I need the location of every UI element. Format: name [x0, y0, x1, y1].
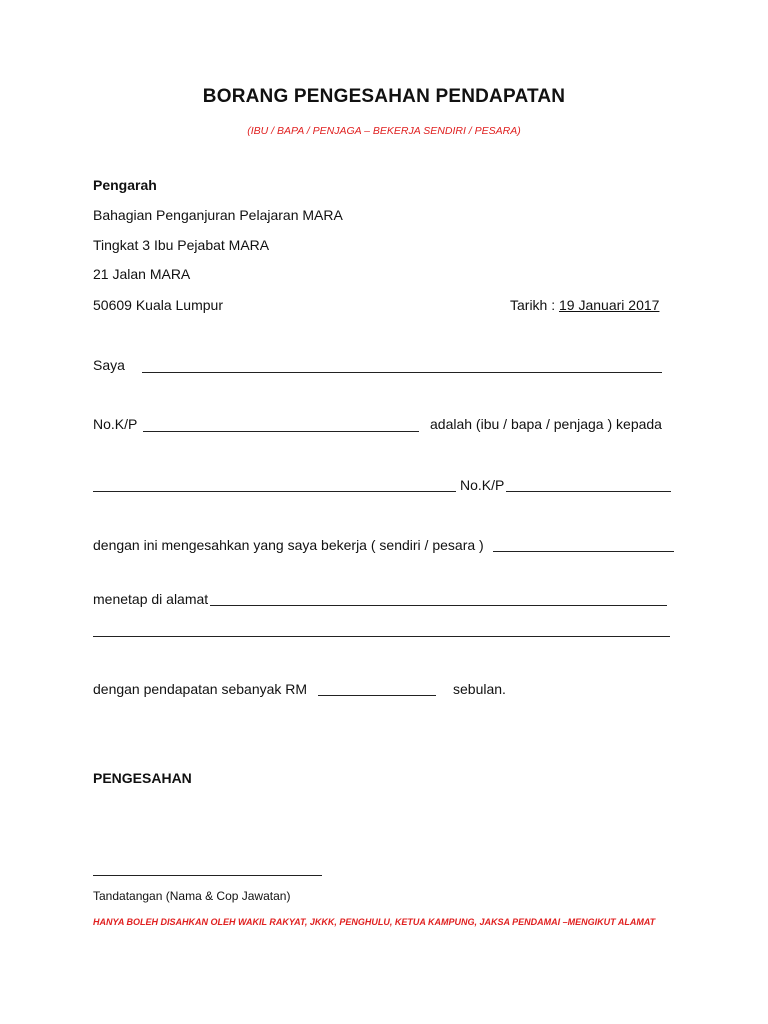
date-label: Tarikh : — [510, 297, 560, 313]
verification-heading: PENGESAHAN — [93, 770, 192, 786]
saya-label: Saya — [93, 357, 125, 373]
form-title: BORANG PENGESAHAN PENDAPATAN — [202, 86, 566, 107]
address-line-1: Bahagian Penganjuran Pelajaran MARA — [93, 207, 343, 223]
recipient-title: Pengarah — [93, 177, 157, 193]
address-line-4: 50609 Kuala Lumpur — [93, 297, 223, 313]
date-value: 19 Januari 2017 — [559, 297, 660, 313]
income-prefix: dengan pendapatan sebanyak RM — [93, 681, 308, 697]
income-input-line[interactable] — [318, 695, 436, 696]
address-input-line-2[interactable] — [93, 636, 670, 637]
address-line-2: Tingkat 3 Ibu Pejabat MARA — [93, 237, 270, 253]
confirm-text — [93, 537, 484, 553]
occupation-input-line[interactable] — [493, 551, 674, 552]
child-nokp-label: No.K/P — [460, 477, 505, 493]
signature-line[interactable] — [93, 875, 322, 876]
signature-label: Tandatangan (Nama & Cop Jawatan) — [93, 889, 291, 903]
form-subtitle: (IBU / BAPA / PENJAGA – BEKERJA SENDIRI / PESARA) — [247, 125, 521, 137]
child-name-input-line[interactable] — [93, 491, 456, 492]
address-input-line-1[interactable] — [210, 605, 667, 606]
income-suffix: sebulan. — [453, 681, 506, 697]
nokp-input-line[interactable] — [143, 431, 419, 432]
address-line-3: 21 Jalan MARA — [93, 266, 191, 282]
confirm-prefix: dengan ini mengesahkan yang saya bekerja ( — [93, 537, 376, 553]
nokp-label: No.K/P — [93, 416, 138, 432]
relation-text: adalah (ibu / bapa / penjaga ) kepada — [430, 416, 662, 432]
name-input-line[interactable] — [142, 372, 662, 373]
date-field — [510, 297, 659, 313]
address-label: menetap di alamat — [93, 591, 209, 607]
confirm-options: sendiri / pesara ) — [375, 537, 484, 553]
child-nokp-input-line[interactable] — [506, 491, 671, 492]
verification-note: HANYA BOLEH DISAHKAN OLEH WAKIL RAKYAT, JKKK, PENGHULU, KETUA KAMPUNG, JAKSA PENDAMAI –MENGIKUT ALAMAT — [93, 917, 656, 927]
